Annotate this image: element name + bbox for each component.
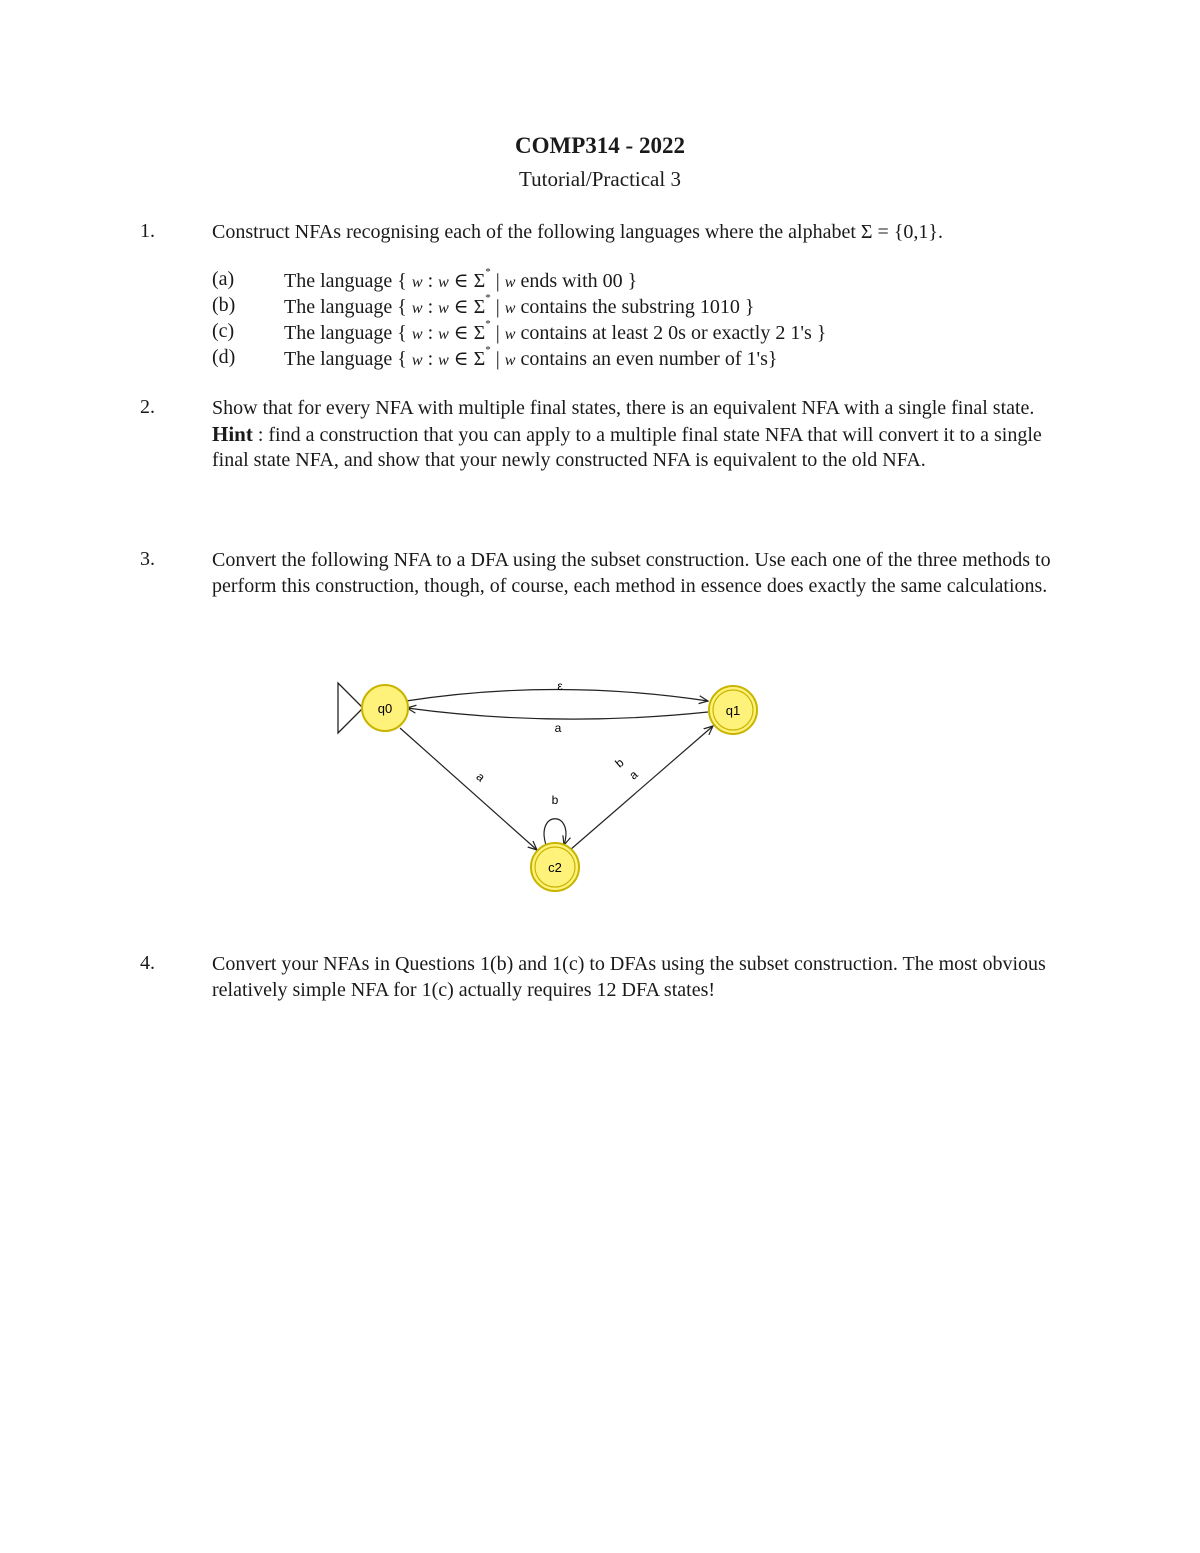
q1-part-d-text: The language { w : w ∈ Σ* | w contains an even number of 1's}	[284, 344, 778, 370]
page-subtitle: Tutorial/Practical 3	[519, 167, 681, 191]
edge-label-c2-q1-b: b	[612, 755, 627, 771]
question-2-hint	[212, 422, 1062, 474]
q1-part-c-label: (c)	[212, 320, 235, 342]
question-4-text: Convert your NFAs in Questions 1(b) and 1(c) to DFAs using the subset construction. The most obvious relatively simple NFA for 1(c) actually requires 12 DFA states!	[212, 953, 1046, 1001]
q1-part-d-label: (d)	[212, 346, 236, 368]
q1-part-b-label: (b)	[212, 294, 236, 316]
q1-part-b-text: The language { w : w ∈ Σ* | w contains the substring 1010 }	[284, 292, 755, 318]
hint-label: Hint	[212, 421, 253, 446]
nfa-diagram	[330, 668, 780, 898]
q1-part-a-label: (a)	[212, 268, 235, 290]
start-state-marker	[338, 683, 363, 733]
question-4-number: 4.	[140, 952, 155, 974]
question-2-text	[212, 396, 1062, 474]
edge-label-q0-q1: ε	[557, 679, 563, 693]
hint-text: : find a construction that you can apply to a multiple final state NFA that will convert it to a single final state NFA, and show that your newly constructed NFA is equivalent to the old NFA.	[212, 423, 1042, 471]
question-3-text: Convert the following NFA to a DFA using the subset construction. Use each one of the three methods to perform this construction, though, of course, each method in essence does exactly the same calculations.	[212, 549, 1051, 597]
q1-part-c-text: The language { w : w ∈ Σ* | w contains at least 2 0s or exactly 2 1's }	[284, 318, 827, 344]
edge-c2-loop	[544, 819, 566, 845]
edge-q0-c2	[400, 728, 537, 850]
edge-c2-q1	[570, 726, 713, 850]
edge-label-c2-loop: b	[551, 793, 559, 807]
question-3-number: 3.	[140, 548, 155, 570]
question-1-number: 1.	[140, 220, 155, 242]
question-1-text: Construct NFAs recognising each of the following languages where the alphabet Σ = {0,1}.	[212, 221, 944, 243]
question-2-statement: Show that for every NFA with multiple final states, there is an equivalent NFA with a single final state.	[212, 397, 1035, 419]
edge-label-q0-c2: a	[473, 769, 488, 785]
edge-q1-q0	[407, 708, 708, 719]
state-q0-label: q0	[377, 701, 393, 716]
edge-label-c2-q1-a: a	[626, 767, 641, 783]
page-title: COMP314 - 2022	[515, 133, 685, 158]
edge-label-q1-q0: a	[554, 721, 562, 735]
state-q1-label: q1	[725, 703, 741, 718]
q1-part-a-text: The language { w : w ∈ Σ* | w ends with 00 }	[284, 266, 638, 292]
question-2-number: 2.	[140, 396, 155, 418]
state-c2-label: c2	[548, 860, 562, 875]
